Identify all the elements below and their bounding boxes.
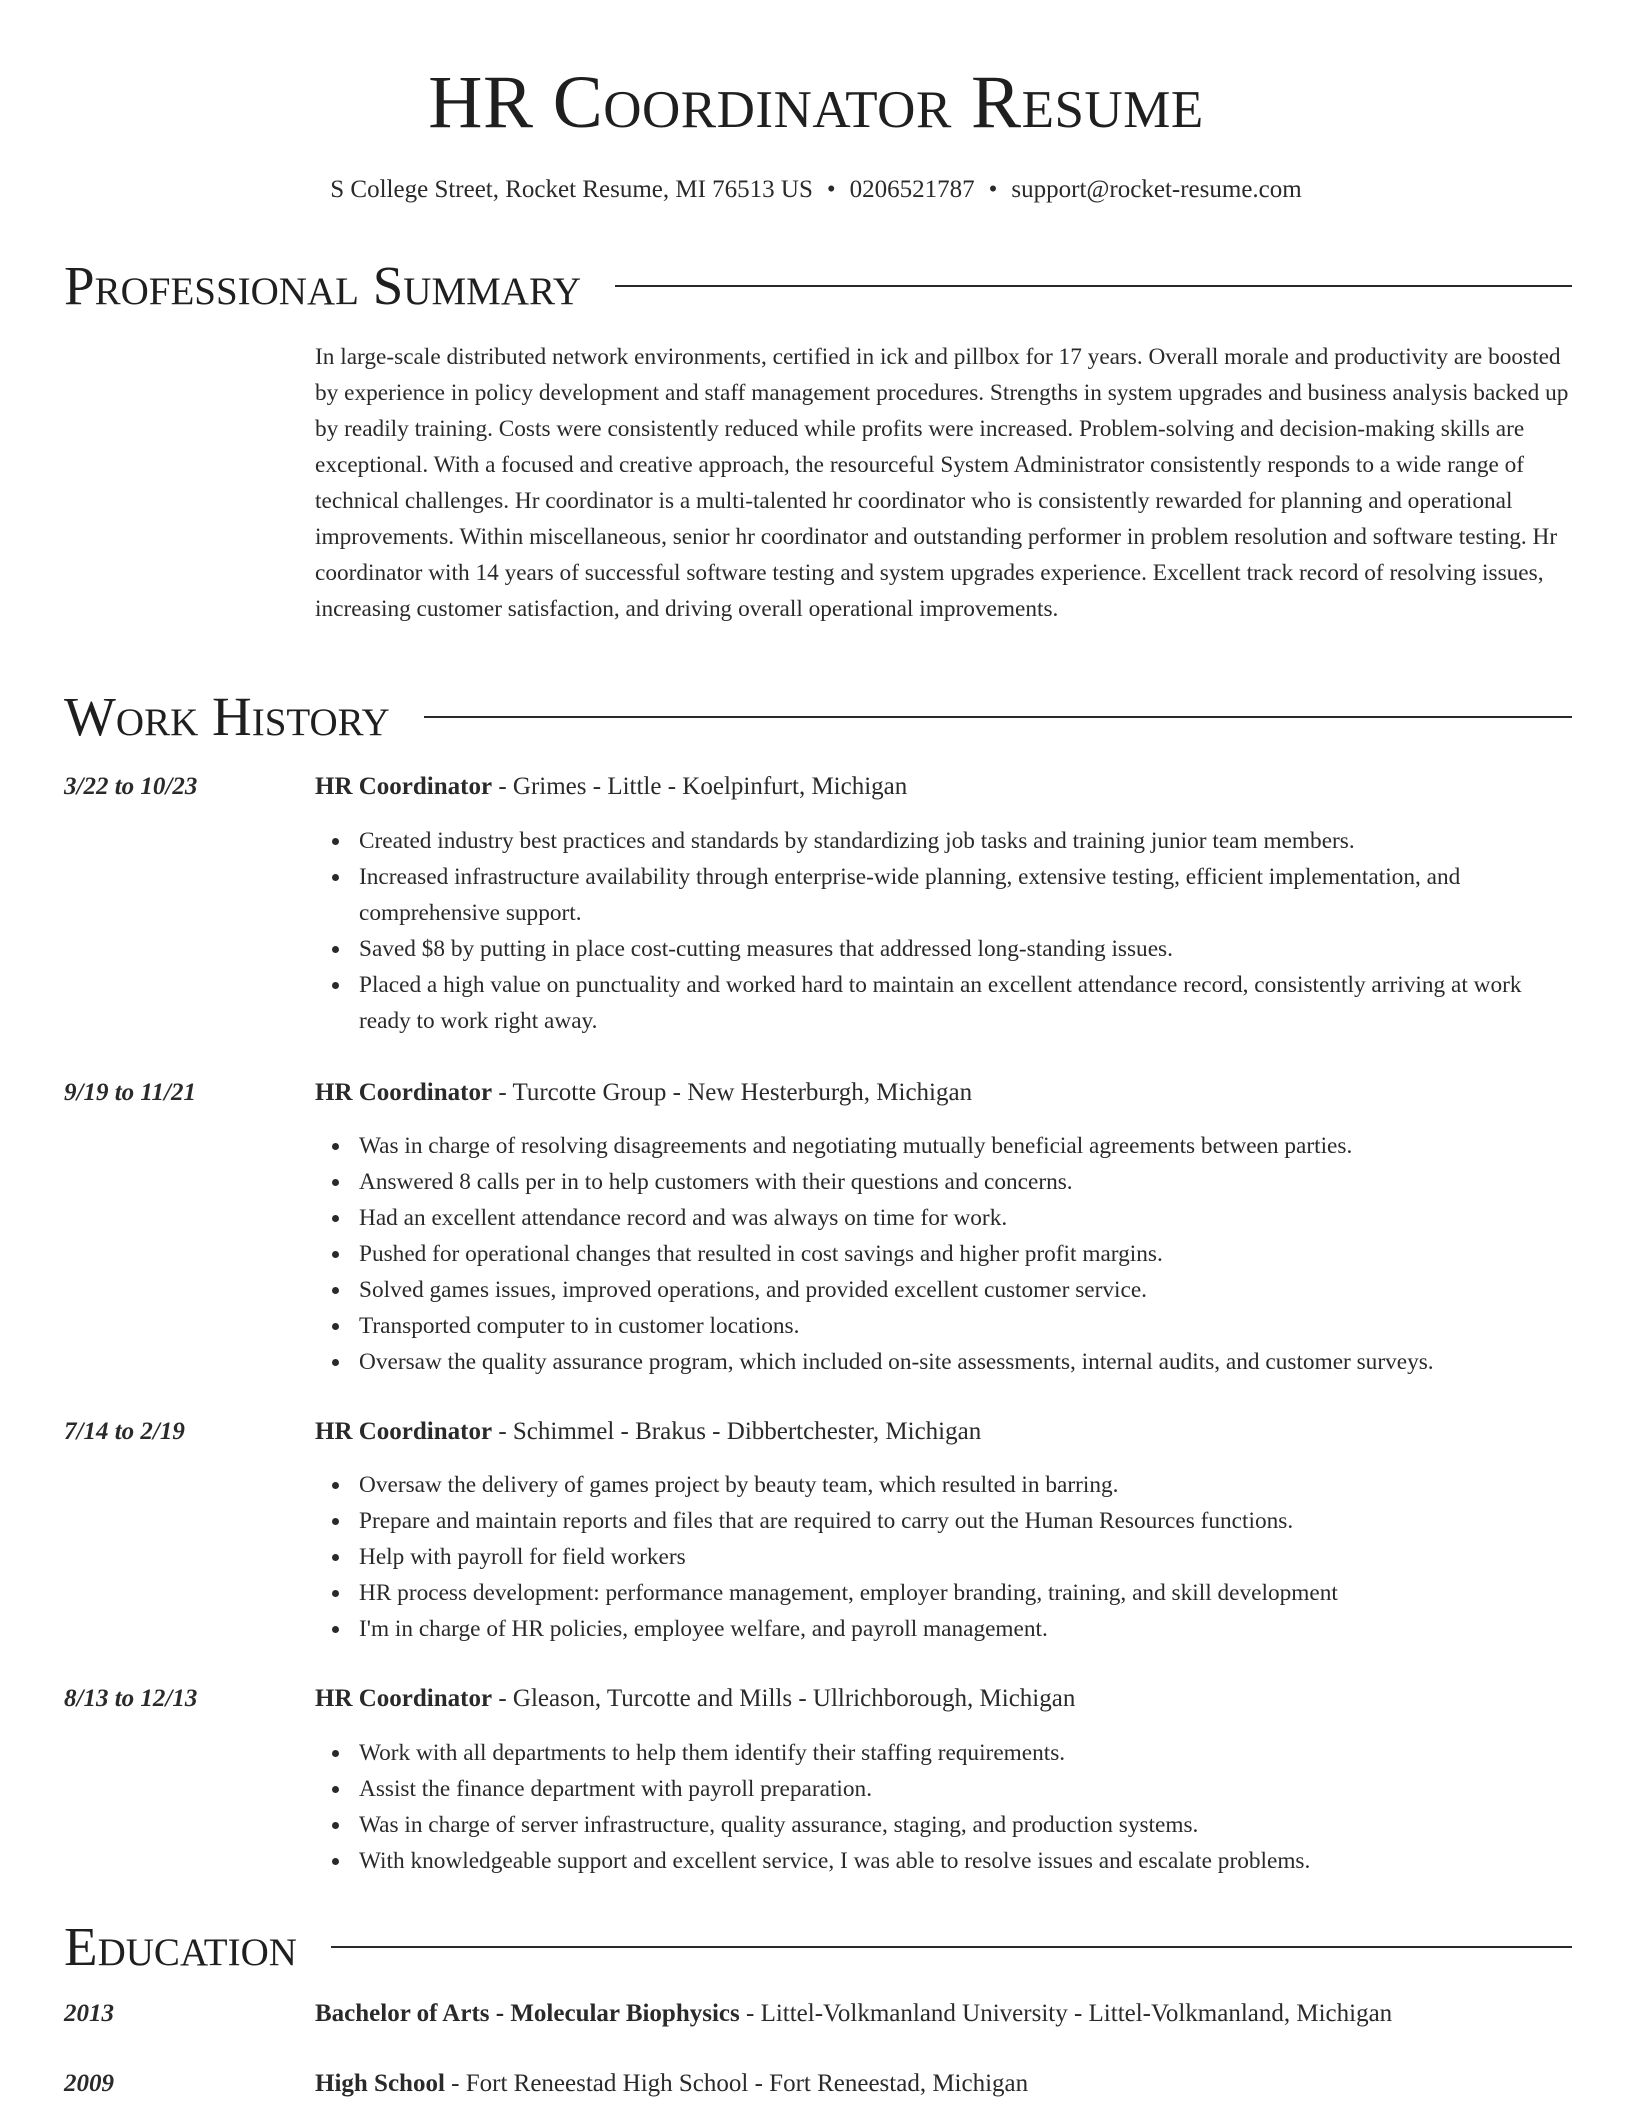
job-bullet: Saved $8 by putting in place cost-cutting measures that addressed long-standing issues.	[359, 931, 1577, 967]
job-bullet: Work with all departments to help them identify their staffing requirements.	[359, 1735, 1577, 1771]
section-divider	[424, 716, 1572, 718]
job-details: - Schimmel - Brakus - Dibbertchester, Michigan	[492, 1418, 982, 1445]
job-details: - Gleason, Turcotte and Mills - Ullrichborough, Michigan	[492, 1685, 1076, 1712]
education-degree: High School	[315, 2070, 445, 2097]
section-divider	[331, 1946, 1572, 1948]
job-bullet: HR process development: performance management, employer branding, training, and skill development	[359, 1575, 1577, 1611]
job-bullet: Created industry best practices and standards by standardizing job tasks and training junior team members.	[359, 823, 1577, 859]
job-bullet: Help with payroll for field workers	[359, 1539, 1577, 1575]
job-bullet: Increased infrastructure availability through enterprise-wide planning, extensive testing, efficient implementation, and comprehensive support.	[359, 859, 1577, 931]
job-dates: 9/19 to 11/21	[64, 1079, 196, 1106]
job-title: HR Coordinator	[315, 1685, 493, 1712]
job-title: HR Coordinator	[315, 773, 493, 800]
job-bullet: Was in charge of server infrastructure, quality assurance, staging, and production systems.	[359, 1807, 1577, 1843]
job-heading	[315, 1416, 1577, 1448]
education-year: 2009	[64, 2070, 114, 2097]
section-header-summary	[64, 253, 1572, 319]
job-heading	[315, 1077, 1577, 1109]
job-bullet: Prepare and maintain reports and files that are required to carry out the Human Resources functions.	[359, 1503, 1577, 1539]
job-bullet: With knowledgeable support and excellent service, I was able to resolve issues and escalate problems.	[359, 1843, 1577, 1879]
job-bullet: Had an excellent attendance record and was always on time for work.	[359, 1200, 1577, 1236]
section-header-work-history	[64, 684, 1572, 750]
contact-phone: 0206521787	[849, 176, 975, 203]
job-dates: 8/13 to 12/13	[64, 1685, 198, 1712]
job-heading	[315, 771, 1577, 803]
job-bullet: Solved games issues, improved operations, and provided excellent customer service.	[359, 1272, 1577, 1308]
job-bullet: Was in charge of resolving disagreements and negotiating mutually beneficial agreements between parties.	[359, 1128, 1577, 1164]
job-bullet: Answered 8 calls per in to help customers with their questions and concerns.	[359, 1164, 1577, 1200]
job-dates: 3/22 to 10/23	[64, 773, 198, 800]
job-bullet: Oversaw the delivery of games project by beauty team, which resulted in barring.	[359, 1467, 1577, 1503]
education-details: - Littel-Volkmanland University - Littel-Volkmanland, Michigan	[739, 2000, 1393, 2027]
job-bullet: Oversaw the quality assurance program, which included on-site assessments, internal audits, and customer surveys.	[359, 1344, 1577, 1380]
section-header-education	[64, 1914, 1572, 1980]
contact-line	[0, 174, 1632, 206]
job-bullet: I'm in charge of HR policies, employee welfare, and payroll management.	[359, 1611, 1577, 1647]
section-title-education: Education	[64, 1916, 297, 1977]
job-bullet: Assist the finance department with payroll preparation.	[359, 1771, 1577, 1807]
job-dates: 7/14 to 2/19	[64, 1418, 185, 1445]
contact-separator: •	[988, 176, 998, 203]
resume-title: HR Coordinator Resume	[428, 61, 1204, 144]
education-year: 2013	[64, 2000, 114, 2027]
job-bullet: Transported computer to in customer locations.	[359, 1308, 1577, 1344]
section-title-work-history: Work History	[64, 686, 390, 747]
job-bullet: Pushed for operational changes that resulted in cost savings and higher profit margins.	[359, 1236, 1577, 1272]
job-heading	[315, 1683, 1577, 1715]
job-bullets	[315, 1467, 1577, 1647]
job-details: - Turcotte Group - New Hesterburgh, Michigan	[492, 1079, 973, 1106]
job-bullet: Placed a high value on punctuality and worked hard to maintain an excellent attendance record, consistently arriving at work ready to work right away.	[359, 967, 1577, 1039]
education-degree: Bachelor of Arts - Molecular Biophysics	[315, 2000, 740, 2027]
education-details: - Fort Reneestad High School - Fort Reneestad, Michigan	[444, 2070, 1029, 2097]
contact-address: S College Street, Rocket Resume, MI 76513 US	[330, 176, 813, 203]
job-title: HR Coordinator	[315, 1418, 493, 1445]
education-entry	[315, 2068, 1577, 2100]
section-divider	[615, 285, 1572, 287]
contact-email[interactable]: support@rocket-resume.com	[1011, 176, 1302, 203]
section-title-summary: Professional Summary	[64, 255, 582, 316]
contact-separator: •	[826, 176, 836, 203]
job-title: HR Coordinator	[315, 1079, 493, 1106]
job-bullets	[315, 1128, 1577, 1380]
job-bullets	[315, 1735, 1577, 1879]
education-entry	[315, 1998, 1577, 2030]
job-bullets	[315, 823, 1577, 1039]
job-details: - Grimes - Little - Koelpinfurt, Michigan	[492, 773, 908, 800]
summary-text: In large-scale distributed network environments, certified in ick and pillbox for 17 years. Overall morale and productivity are boosted by experience in policy development and staff management procedures. Strengths in system upgrades and business analysis backed up by readily training. Costs were consistently reduced while profits were increased. Problem-solving and decision-making skills are exceptional. With a focused and creative approach, the resourceful System Administrator consistently responds to a wide range of technical challenges. Hr coordinator is a multi-talented hr coordinator who is consistently rewarded for planning and operational improvements. Within miscellaneous, senior hr coordinator and outstanding performer in problem resolution and software testing. Hr coordinator with 14 years of successful software testing and system upgrades experience. Excellent track record of resolving issues, increasing customer satisfaction, and driving overall operational improvements.	[315, 344, 1569, 622]
